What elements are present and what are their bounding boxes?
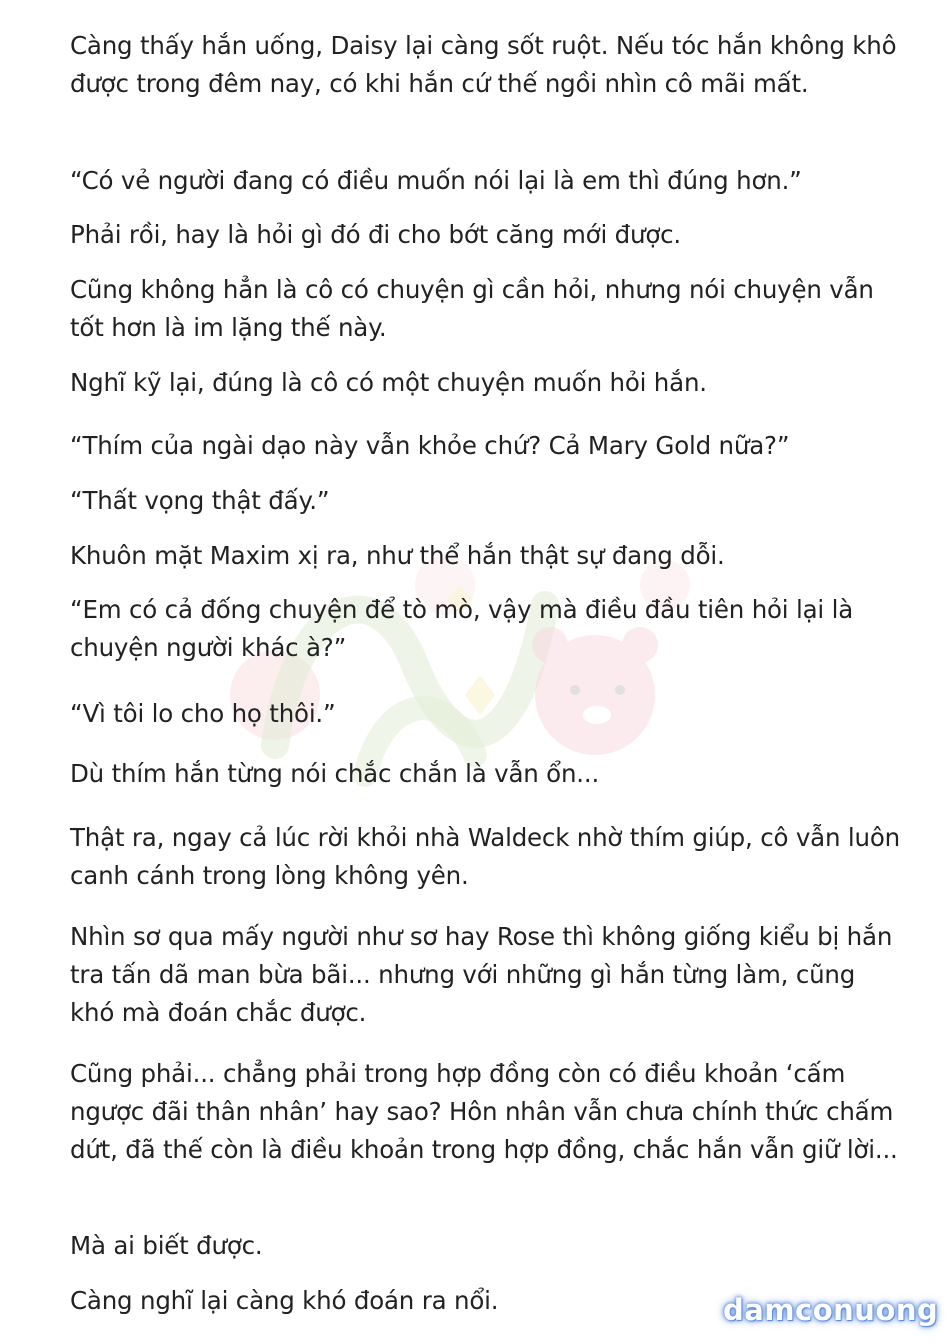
paragraph: Càng thấy hắn uống, Daisy lại càng sốt ruột. Nếu tóc hắn không khô được trong đêm nay, có khi hắn cứ thế ngồi nhìn cô mãi mất. <box>70 30 897 98</box>
paragraph: Phải rồi, hay là hỏi gì đó đi cho bớt căng mới được. <box>70 219 681 249</box>
paragraph: “Có vẻ người đang có điều muốn nói lại là em thì đúng hơn.” <box>70 165 802 195</box>
paragraph: Cũng phải... chẳng phải trong hợp đồng còn có điều khoản ‘cấm ngược đãi thân nhân’ hay sao? Hôn nhân vẫn chưa chính thức chấm dứt, đã thế còn là điều khoản trong hợp đồng, chắc hắn vẫn giữ lời... <box>70 1058 898 1164</box>
paragraph: “Thất vọng thật đấy.” <box>70 485 330 515</box>
paragraph: Càng nghĩ lại càng khó đoán ra nổi. <box>70 1285 499 1315</box>
paragraph: Khuôn mặt Maxim xị ra, như thể hắn thật sự đang dỗi. <box>70 540 725 570</box>
site-watermark-label: damconuong <box>723 1293 939 1327</box>
paragraph: Thật ra, ngay cả lúc rời khỏi nhà Waldeck nhờ thím giúp, cô vẫn luôn canh cánh trong lòng không yên. <box>70 822 900 890</box>
paragraph: Dù thím hắn từng nói chắc chắn là vẫn ổn... <box>70 758 600 788</box>
paragraph: Cũng không hẳn là cô có chuyện gì cần hỏi, nhưng nói chuyện vẫn tốt hơn là im lặng thế này. <box>70 274 874 342</box>
paragraph: “Thím của ngài dạo này vẫn khỏe chứ? Cả Mary Gold nữa?” <box>70 430 790 460</box>
paragraph: “Vì tôi lo cho họ thôi.” <box>70 698 336 728</box>
paragraph: Mà ai biết được. <box>70 1230 263 1260</box>
paragraph: Nghĩ kỹ lại, đúng là cô có một chuyện muốn hỏi hắn. <box>70 367 707 397</box>
paragraph: Nhìn sơ qua mấy người như sơ hay Rose thì không giống kiểu bị hắn tra tấn dã man bừa bãi... nhưng với những gì hắn từng làm, cũng khó mà đoán chắc được. <box>70 921 893 1027</box>
paragraph: “Em có cả đống chuyện để tò mò, vậy mà điều đầu tiên hỏi lại là chuyện người khác à?” <box>70 594 854 662</box>
